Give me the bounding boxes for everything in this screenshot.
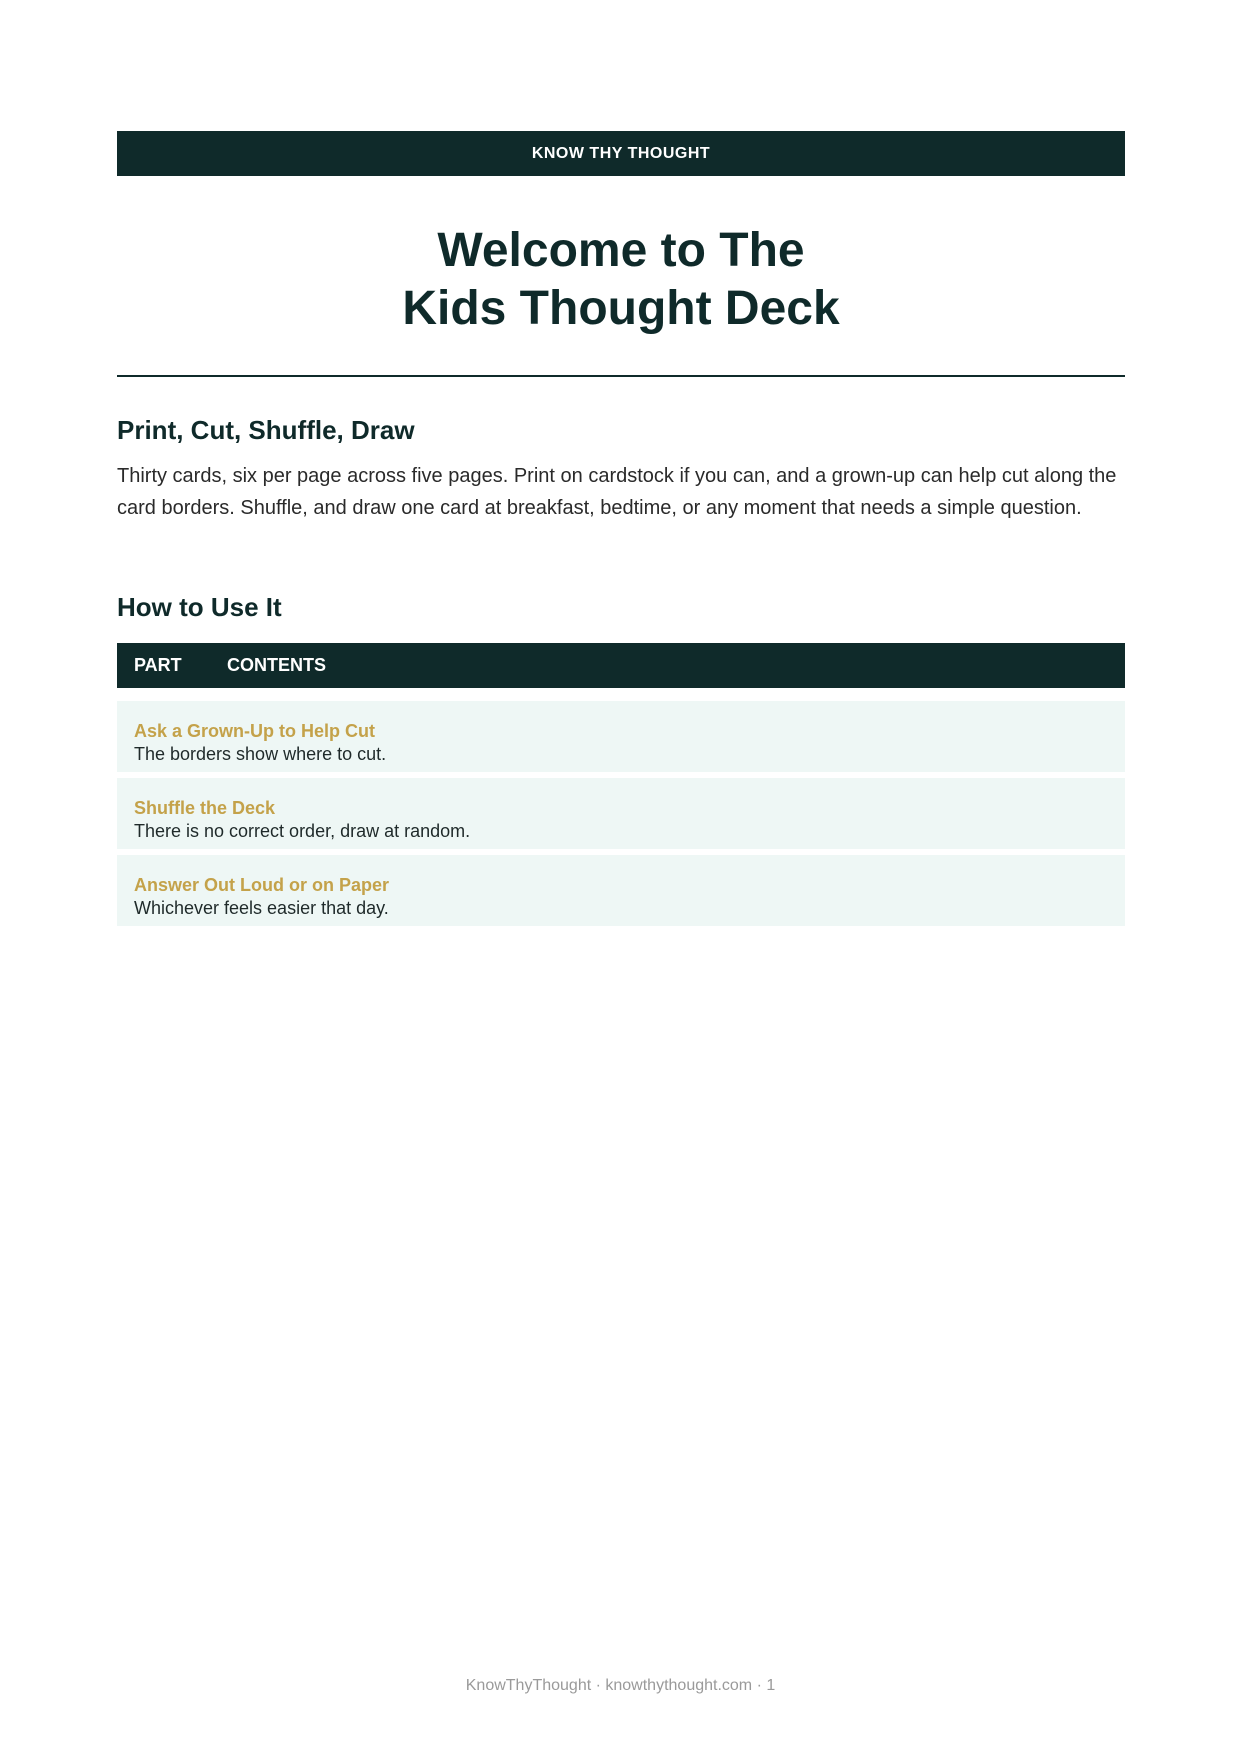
document-page xyxy=(117,131,1125,932)
section-heading-print: Print, Cut, Shuffle, Draw xyxy=(117,415,415,445)
title-divider xyxy=(117,375,1125,377)
table-header-contents: CONTENTS xyxy=(227,655,326,675)
page-title-line-2: Kids Thought Deck xyxy=(402,282,840,335)
row-title: Shuffle the Deck xyxy=(134,798,276,818)
page-title xyxy=(117,222,1125,338)
row-description: The borders show where to cut. xyxy=(134,744,387,764)
row-title: Answer Out Loud or on Paper xyxy=(134,875,390,895)
row-title: Ask a Grown-Up to Help Cut xyxy=(134,721,376,741)
row-description: Whichever feels easier that day. xyxy=(134,898,389,918)
page-title-line-1: Welcome to The xyxy=(437,224,805,277)
table-header xyxy=(117,643,1125,688)
page-footer: KnowThyThought · knowthythought.com · 1 xyxy=(465,1677,776,1694)
section-body-print: Thirty cards, six per page across five pages. Print on cardstock if you can, and a grown-up can help cut along the card borders. Shuffle, and draw one card at breakfast, bedtime, or any moment that needs a simple question. xyxy=(117,465,1117,519)
table-body xyxy=(117,701,1125,926)
table-header-part: PART xyxy=(134,655,182,675)
table-row xyxy=(117,778,1125,849)
brand-name: KNOW THY THOUGHT xyxy=(531,144,711,162)
brand-header-bar xyxy=(117,131,1125,176)
row-description: There is no correct order, draw at random. xyxy=(134,821,471,841)
table-row xyxy=(117,701,1125,772)
table-row xyxy=(117,855,1125,926)
section-heading-how-to-use: How to Use It xyxy=(117,592,282,622)
